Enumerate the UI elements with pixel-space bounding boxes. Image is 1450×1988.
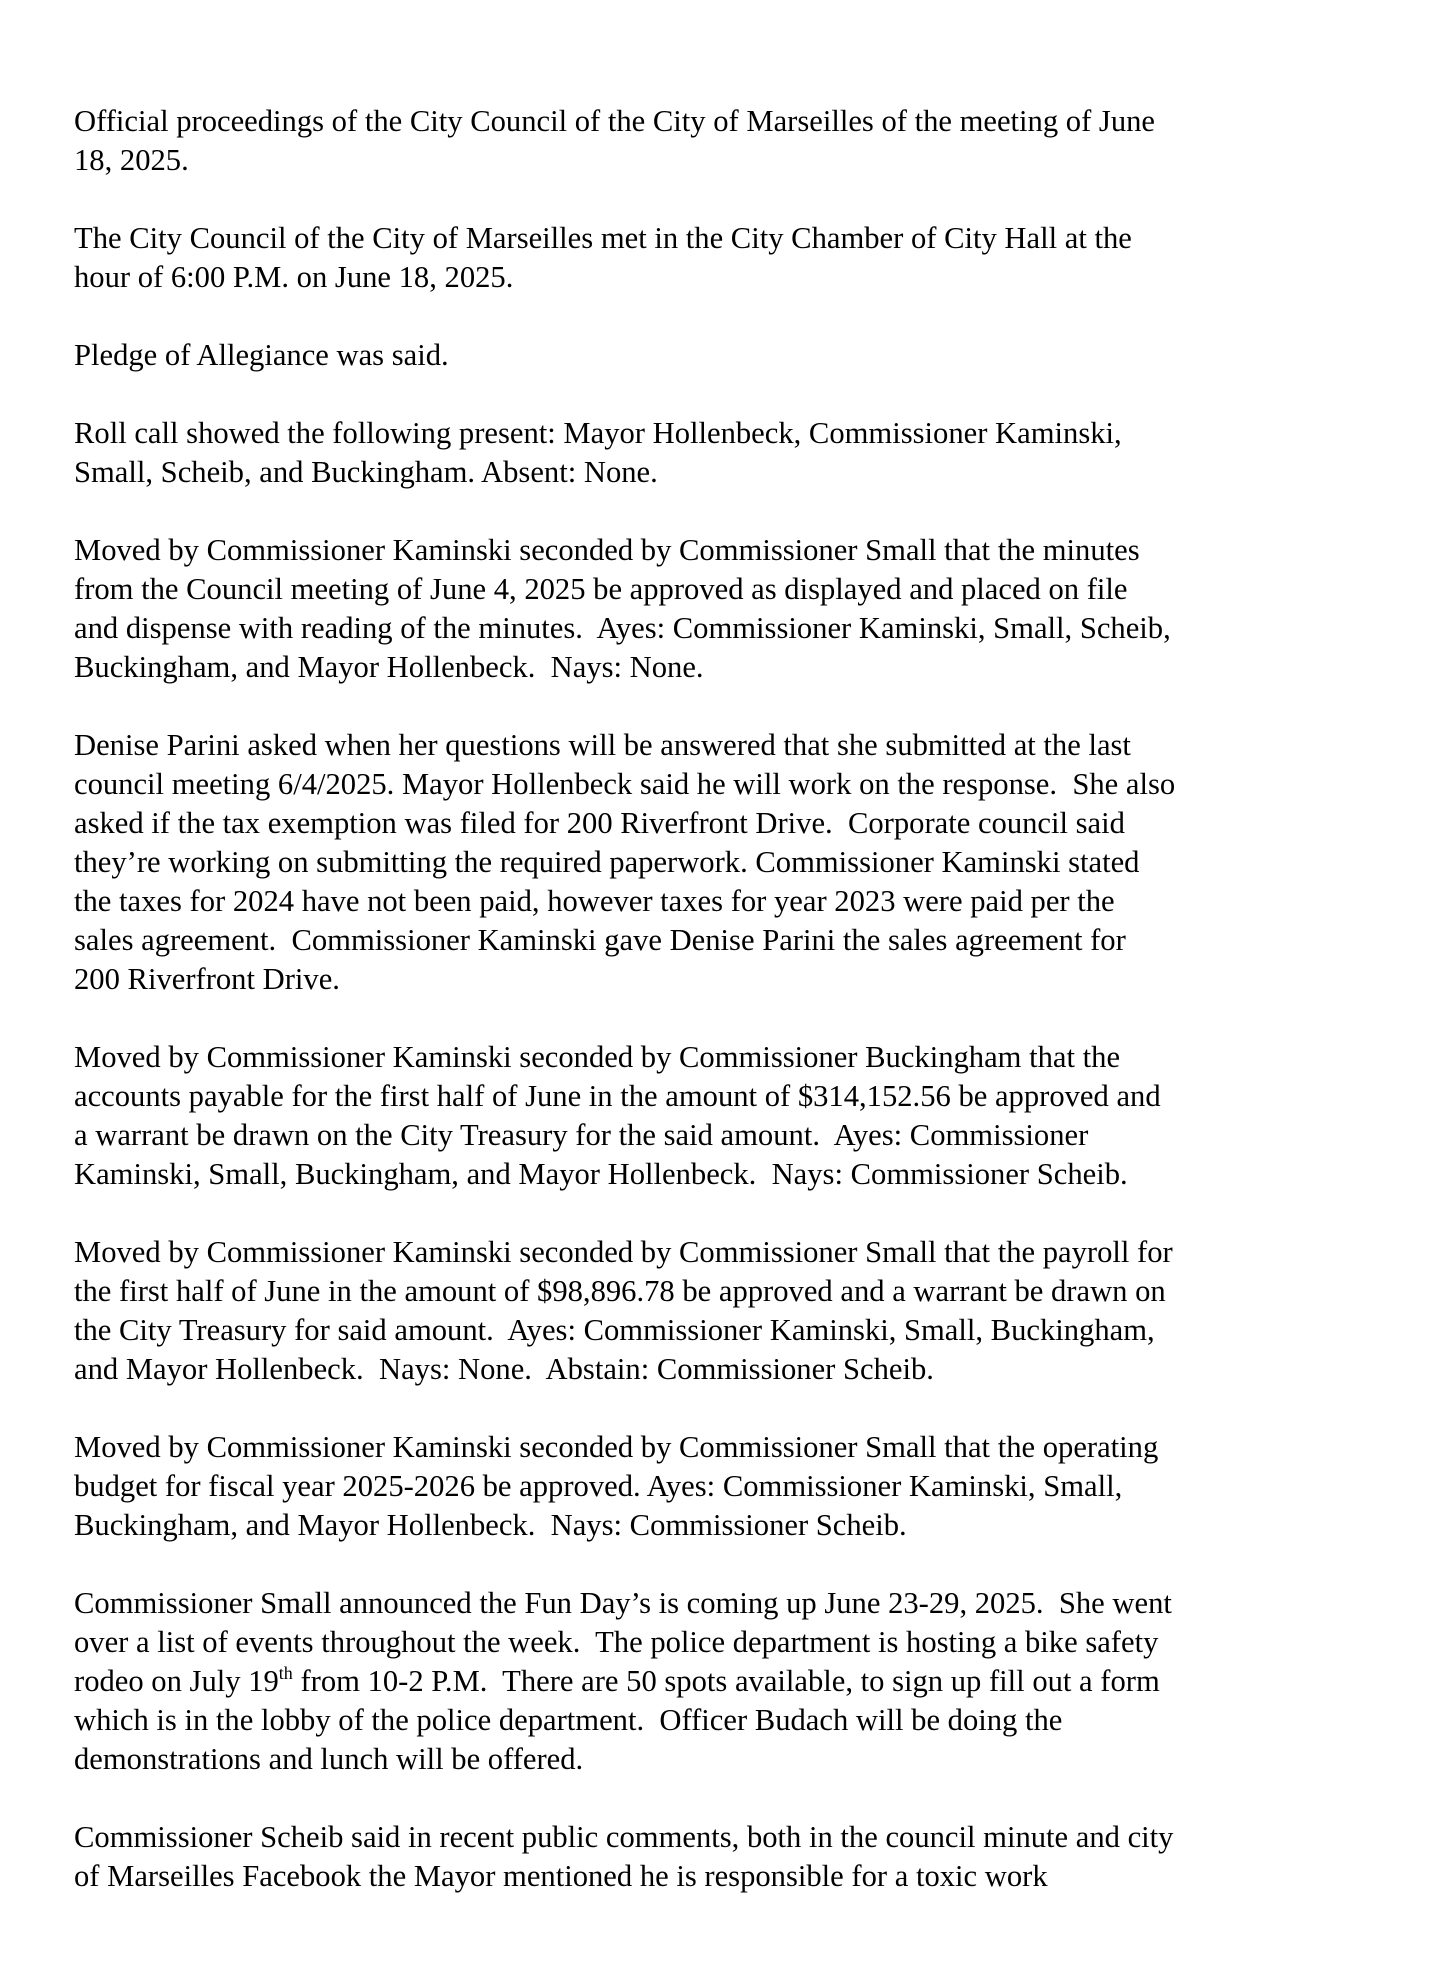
paragraph-fun-days xyxy=(74,1584,1404,1779)
text-line: Moved by Commissioner Kaminski seconded by Commissioner Small that the minutes xyxy=(74,533,1140,567)
text-line: Buckingham, and Mayor Hollenbeck. Nays: None. xyxy=(74,650,704,684)
text-line: the City Treasury for said amount. Ayes: Commissioner Kaminski, Small, Buckingham, xyxy=(74,1313,1155,1347)
text-line: Kaminski, Small, Buckingham, and Mayor Hollenbeck. Nays: Commissioner Scheib. xyxy=(74,1157,1128,1191)
text-line: Commissioner Scheib said in recent public comments, both in the council minute and city xyxy=(74,1820,1174,1854)
paragraph-operating-budget xyxy=(74,1428,1404,1545)
paragraph-roll-call xyxy=(74,414,1404,492)
text-line: over a list of events throughout the week. The police department is hosting a bike safety xyxy=(74,1625,1159,1659)
text-line: the taxes for 2024 have not been paid, however taxes for year 2023 were paid per the xyxy=(74,884,1115,918)
text-line: Small, Scheib, and Buckingham. Absent: None. xyxy=(74,455,658,489)
paragraph-pledge xyxy=(74,336,1404,375)
paragraph-meeting-location xyxy=(74,219,1404,297)
paragraph-payroll xyxy=(74,1233,1404,1389)
paragraph-minutes-approval xyxy=(74,531,1404,687)
text-line: the first half of June in the amount of $98,896.78 be approved and a warrant be drawn on xyxy=(74,1274,1166,1308)
text-segment: from 10-2 P.M. There are 50 spots available, to sign up fill out a form xyxy=(292,1664,1160,1698)
text-line: hour of 6:00 P.M. on June 18, 2025. xyxy=(74,260,514,294)
text-line: Denise Parini asked when her questions will be answered that she submitted at the last xyxy=(74,728,1131,762)
text-line: Roll call showed the following present: Mayor Hollenbeck, Commissioner Kaminski, xyxy=(74,416,1122,450)
text-line-with-superscript xyxy=(74,1662,1404,1701)
text-line: which is in the lobby of the police department. Officer Budach will be doing the xyxy=(74,1703,1063,1737)
text-line: from the Council meeting of June 4, 2025 be approved as displayed and placed on file xyxy=(74,572,1128,606)
text-line: they’re working on submitting the required paperwork. Commissioner Kaminski stated xyxy=(74,845,1140,879)
text-line: 200 Riverfront Drive. xyxy=(74,962,340,996)
text-line: budget for fiscal year 2025-2026 be approved. Ayes: Commissioner Kaminski, Small, xyxy=(74,1469,1123,1503)
text-line: Moved by Commissioner Kaminski seconded by Commissioner Buckingham that the xyxy=(74,1040,1121,1074)
text-line: and Mayor Hollenbeck. Nays: None. Abstain: Commissioner Scheib. xyxy=(74,1352,934,1386)
paragraph-public-comment xyxy=(74,726,1404,999)
ordinal-superscript: th xyxy=(278,1663,293,1683)
text-line: Commissioner Small announced the Fun Day’s is coming up June 23-29, 2025. She went xyxy=(74,1586,1172,1620)
text-line: Moved by Commissioner Kaminski seconded by Commissioner Small that the payroll for xyxy=(74,1235,1173,1269)
text-segment: rodeo on July 19 xyxy=(74,1664,279,1698)
text-line: Official proceedings of the City Council of the City of Marseilles of the meeting of June xyxy=(74,104,1156,138)
text-line: Pledge of Allegiance was said. xyxy=(74,338,449,372)
text-line: The City Council of the City of Marseilles met in the City Chamber of City Hall at the xyxy=(74,221,1132,255)
text-line: Moved by Commissioner Kaminski seconded by Commissioner Small that the operating xyxy=(74,1430,1159,1464)
text-line: accounts payable for the first half of June in the amount of $314,152.56 be approved and xyxy=(74,1079,1161,1113)
text-line: 18, 2025. xyxy=(74,143,189,177)
text-line: sales agreement. Commissioner Kaminski gave Denise Parini the sales agreement for xyxy=(74,923,1126,957)
document-page xyxy=(74,102,1404,1935)
text-line: demonstrations and lunch will be offered. xyxy=(74,1742,584,1776)
text-line: a warrant be drawn on the City Treasury for the said amount. Ayes: Commissioner xyxy=(74,1118,1089,1152)
paragraph-accounts-payable xyxy=(74,1038,1404,1194)
paragraph-commissioner-scheib-comments xyxy=(74,1818,1404,1896)
paragraph-meeting-title xyxy=(74,102,1404,180)
text-line: Buckingham, and Mayor Hollenbeck. Nays: Commissioner Scheib. xyxy=(74,1508,907,1542)
text-line: asked if the tax exemption was filed for 200 Riverfront Drive. Corporate council said xyxy=(74,806,1125,840)
text-line: council meeting 6/4/2025. Mayor Hollenbeck said he will work on the response. She also xyxy=(74,767,1176,801)
text-line: of Marseilles Facebook the Mayor mentioned he is responsible for a toxic work xyxy=(74,1859,1048,1893)
text-line: and dispense with reading of the minutes. Ayes: Commissioner Kaminski, Small, Scheib, xyxy=(74,611,1171,645)
